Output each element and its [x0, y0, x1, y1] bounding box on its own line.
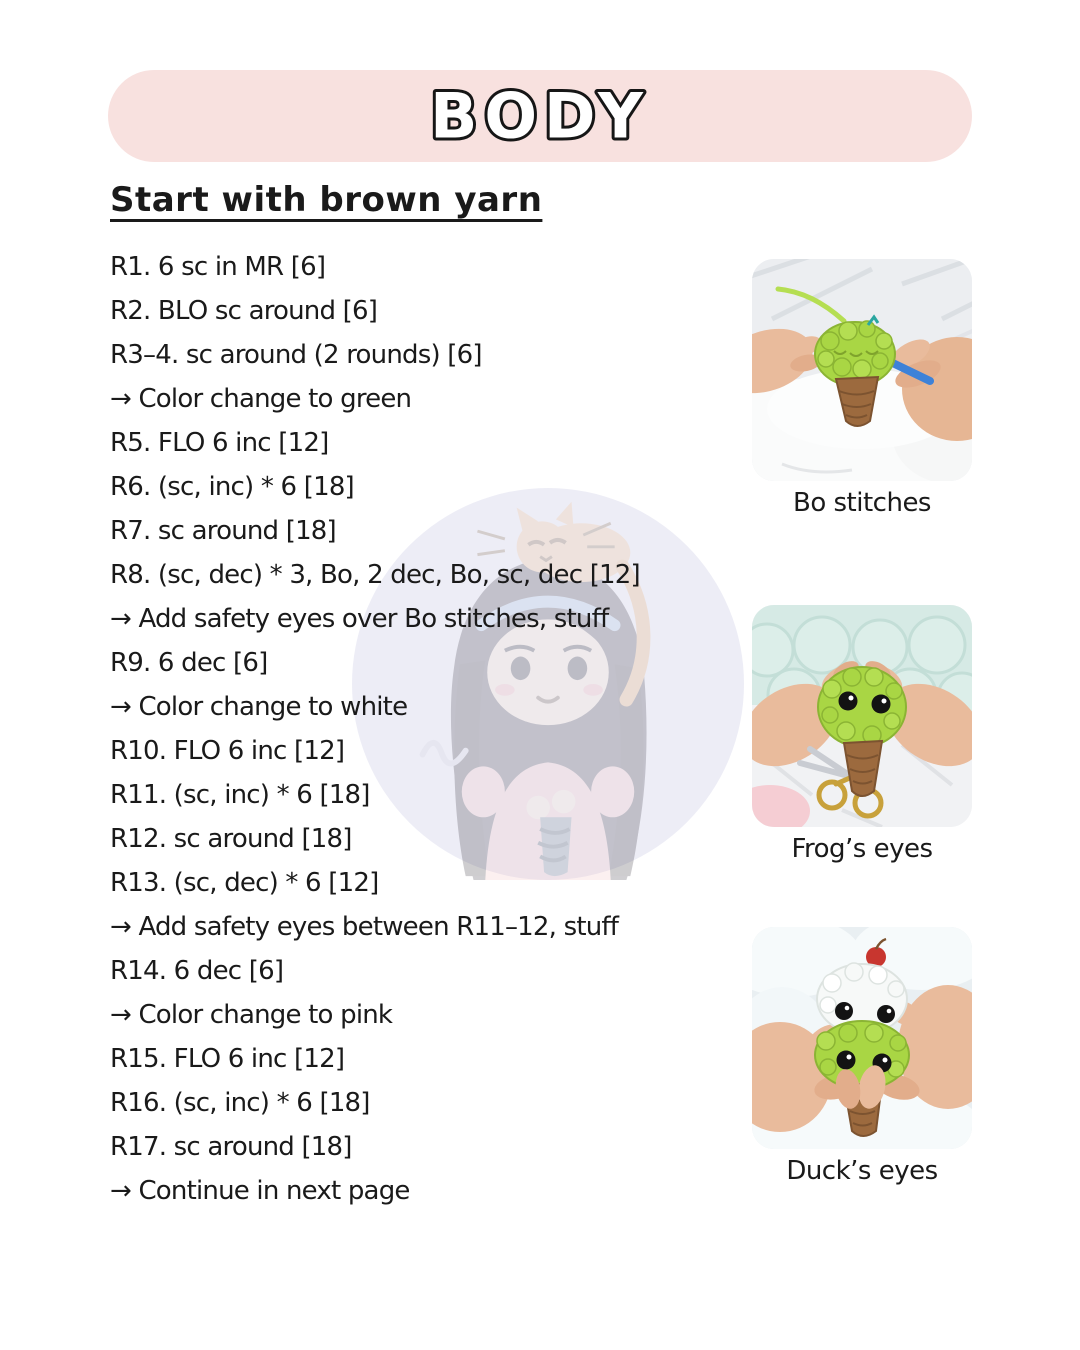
instruction-line: → Continue in next page	[110, 1176, 410, 1206]
instruction-line: R8. (sc, dec) * 3, Bo, 2 dec, Bo, sc, dec [12]	[110, 560, 640, 590]
instruction-line: R12. sc around [18]	[110, 824, 352, 854]
instruction-line: → Color change to green	[110, 384, 412, 414]
instruction-line: → Color change to white	[110, 692, 408, 722]
figure-bo-stitches	[752, 259, 972, 518]
instruction-line: R10. FLO 6 inc [12]	[110, 736, 345, 766]
figure-ducks-eyes	[752, 927, 972, 1186]
instruction-line: R2. BLO sc around [6]	[110, 296, 378, 326]
bubble-title-graphic	[108, 70, 972, 162]
instruction-line: R3–4. sc around (2 rounds) [6]	[110, 340, 482, 370]
ducks-eyes-photo	[752, 927, 972, 1149]
title-banner	[108, 70, 972, 162]
bo-stitches-photo	[752, 259, 972, 481]
instruction-line: R16. (sc, inc) * 6 [18]	[110, 1088, 370, 1118]
instruction-line: R14. 6 dec [6]	[110, 956, 284, 986]
instruction-line: R9. 6 dec [6]	[110, 648, 268, 678]
instruction-line: → Color change to pink	[110, 1000, 393, 1030]
instruction-line: R13. (sc, dec) * 6 [12]	[110, 868, 379, 898]
page-title: BODY	[430, 79, 650, 153]
frogs-eyes-photo-illustration	[752, 605, 972, 827]
instruction-list	[110, 245, 755, 1213]
figure-caption: Duck’s eyes	[786, 1156, 938, 1186]
instruction-line: R7. sc around [18]	[110, 516, 336, 546]
instruction-line: R6. (sc, inc) * 6 [18]	[110, 472, 354, 502]
instruction-line: R11. (sc, inc) * 6 [18]	[110, 780, 370, 810]
section-heading: Start with brown yarn	[110, 180, 543, 220]
bo-stitches-photo-illustration	[752, 259, 972, 481]
instruction-line: → Add safety eyes over Bo stitches, stuff	[110, 604, 609, 634]
green-crochet-piece	[818, 667, 906, 747]
instruction-line: R5. FLO 6 inc [12]	[110, 428, 329, 458]
instruction-line: R17. sc around [18]	[110, 1132, 352, 1162]
frogs-eyes-photo	[752, 605, 972, 827]
instruction-line: → Add safety eyes between R11–12, stuff	[110, 912, 619, 942]
instruction-line: R15. FLO 6 inc [12]	[110, 1044, 345, 1074]
ducks-eyes-photo-illustration	[752, 927, 972, 1149]
figure-frogs-eyes	[752, 605, 972, 864]
figure-caption: Bo stitches	[793, 488, 931, 518]
instruction-line: R1. 6 sc in MR [6]	[110, 252, 326, 282]
figure-caption: Frog’s eyes	[791, 834, 933, 864]
